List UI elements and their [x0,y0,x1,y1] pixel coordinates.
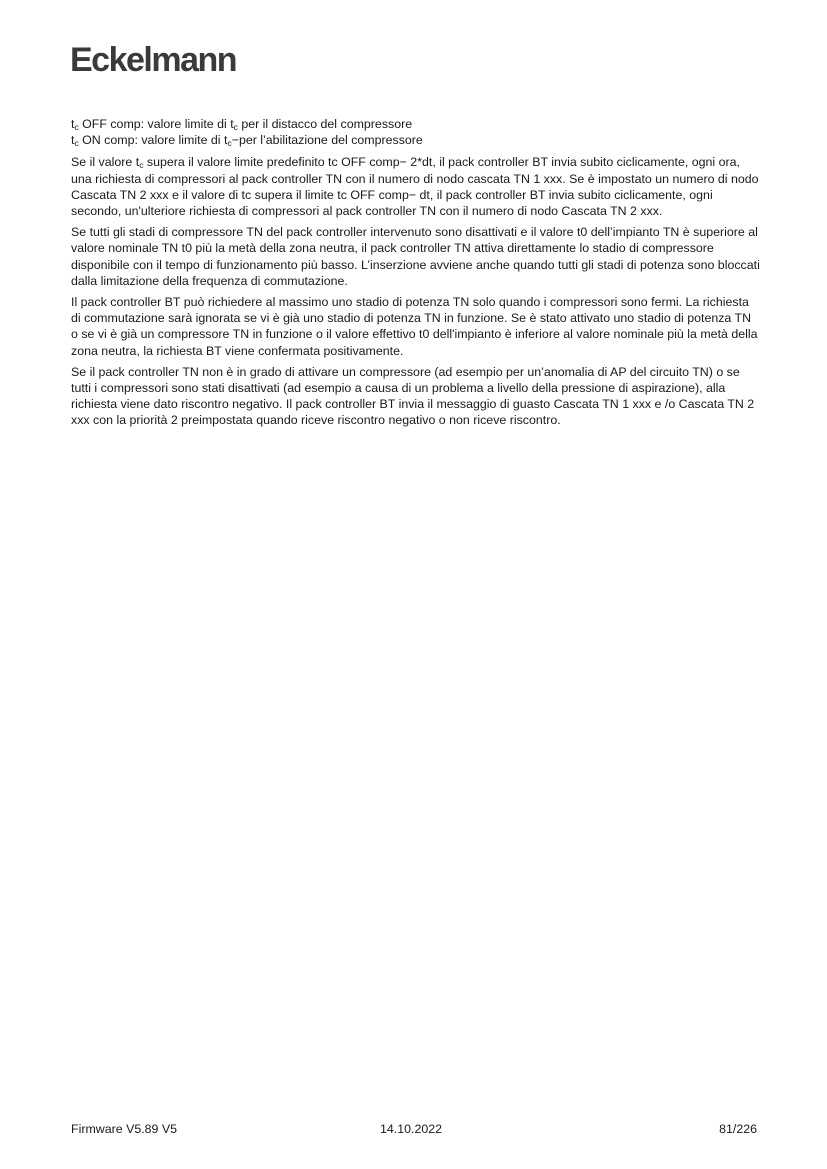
eckelmann-logo: Eckelmann [70,41,237,79]
page-footer [71,1122,757,1140]
paragraph-bt-request-limit: Il pack controller BT può richiedere al massimo uno stadio di potenza TN solo quando i compressori sono fermi. La richiesta di commutazione sarà ignorata se vi è già uno stadio di potenza TN in funzione. Se è stato attivato uno stadio di potenza TN o se vi è già un compressore TN in funzione o il valore effettivo t0 dell'impianto è inferiore al valore nominale più la metà della zona neutra, la richiesta BT viene confermata positivamente. [71,295,758,358]
document-body [71,116,761,429]
definition-tc-off: $t_c$ OFF comp: valore limite di $t_c$ per il distacco del compressore [71,117,413,132]
definition-tc-on: $t_c$ ON comp: valore limite di $t_c-per$ l’abilitazione del compressore [71,133,423,149]
footer-firmware: Firmware V5.89 V5 [71,1122,178,1136]
paragraph-request-logic: Se il valore $t_c$ supera il valore limite predefinito tc OFF comp− 2*dt, il pack controller BT invia subito ciclicamente, ogni ora, una richiesta di compressori al pack controller TN con il numero di nodo cascata TN 1 xxx. Se è impostato un numero di nodo Cascata TN 2 xxx e il valore di tc supera il limite tc OFF comp− dt, il pack controller BT invia subito ciclicamente, ogni secondo, un'ulteriore richiesta di compressori al pack controller TN con il numero di nodo Cascata TN 2 xxx. [71,155,759,219]
footer-date: 14.10.2022 [380,1122,443,1136]
paragraph-negative-ack: Se il pack controller TN non è in grado di attivare un compressore (ad esempio per un’anomalia di AP del circuito TN) o se tutti i compressori sono stati disattivati (ad esempio a causa di un problema a livello della pressione di aspirazione), alla richiesta viene dato riscontro negativo. Il pack controller BT invia il messaggio di guasto Cascata TN 1 xxx e /o Cascata TN 2 xxx con la priorità 2 preimpostata quando riceve riscontro negativo o non riceve riscontro. [71,364,755,428]
paragraph-direct-activation: Se tutti gli stadi di compressore TN del pack controller intervenuto sono disattivati e il valore t0 dell’impianto TN è superiore al valore nominale TN t0 più la metà della zona neutra, il pack controller TN attiva direttamente lo stadio di compressore disponibile con il tempo di funzionamento più basso. L’inserzione avviene anche quando tutti gli stadi di potenza sono bloccati dalla limitazione della frequenza di commutazione. [71,225,760,288]
footer-page-number: 81/226 [719,1122,757,1136]
